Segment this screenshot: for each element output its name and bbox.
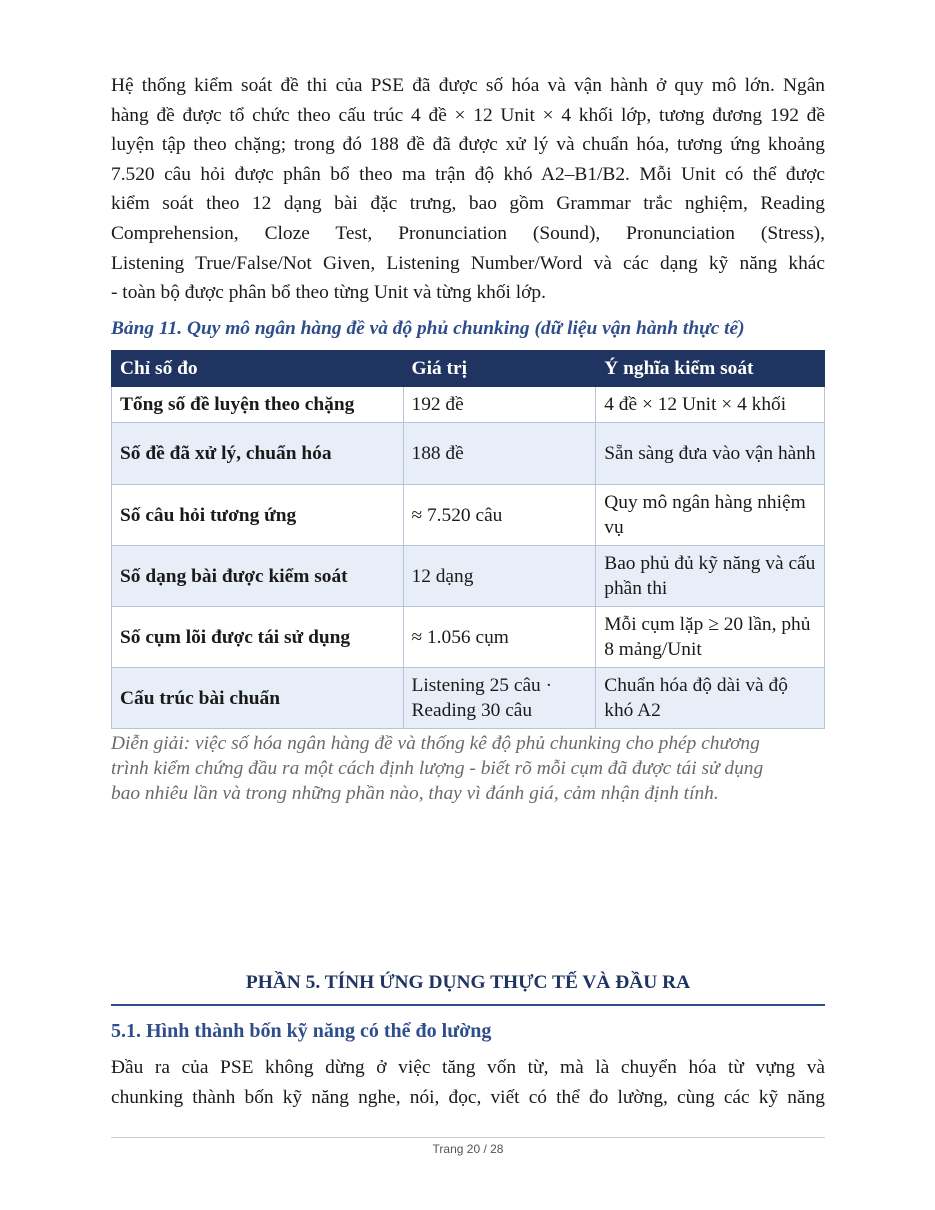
header-metric: Chỉ số đo <box>112 351 404 387</box>
cell-value: 192 đề <box>403 387 596 423</box>
outro-line: chunking thành bốn kỹ năng nghe, nói, đọc, viết có thể đo lường, cùng các kỹ năng <box>111 1086 825 1108</box>
cell-value: Listening 25 câu · Reading 30 câu <box>403 668 596 729</box>
table-row <box>112 668 825 729</box>
cell-meaning: Chuẩn hóa độ dài và độ khó A2 <box>596 668 825 729</box>
note-line: trình kiểm chứng đầu ra một cách định lượng - biết rõ mỗi cụm đã được tái sử dụng <box>111 758 764 779</box>
cell-value: ≈ 7.520 câu <box>403 485 596 546</box>
cell-meaning: 4 đề × 12 Unit × 4 khối <box>596 387 825 423</box>
note-line: Diễn giải: việc số hóa ngân hàng đề và thống kê độ phủ chunking cho phép chương <box>111 733 760 754</box>
cell-metric: Số câu hỏi tương ứng <box>112 485 404 546</box>
heading-divider <box>111 1004 825 1006</box>
table-row <box>112 423 825 485</box>
table-header-row <box>112 351 825 387</box>
cell-meaning: Bao phủ đủ kỹ năng và cấu phần thi <box>596 546 825 607</box>
table-note <box>111 731 825 806</box>
intro-line: hàng đề được tổ chức theo cấu trúc 4 đề × 12 Unit × 4 khối lớp, tương đương 192 đề <box>111 104 825 126</box>
table-row <box>112 546 825 607</box>
cell-value: 188 đề <box>403 423 596 485</box>
cell-meaning: Sẵn sàng đưa vào vận hành <box>596 423 825 485</box>
scale-table <box>111 350 825 729</box>
table-row <box>112 607 825 668</box>
cell-meaning: Quy mô ngân hàng nhiệm vụ <box>596 485 825 546</box>
cell-metric: Số đề đã xử lý, chuẩn hóa <box>112 423 404 485</box>
intro-line: Hệ thống kiểm soát đề thi của PSE đã được số hóa và vận hành ở quy mô lớn. Ngân <box>111 75 825 96</box>
cell-meaning: Mỗi cụm lặp ≥ 20 lần, phủ 8 mảng/Unit <box>596 607 825 668</box>
page-number: Trang 20 / 28 <box>432 1142 504 1156</box>
cell-value: 12 dạng <box>403 546 596 607</box>
header-meaning: Ý nghĩa kiểm soát <box>596 351 825 387</box>
section-heading: PHẦN 5. TÍNH ỨNG DỤNG THỰC TẾ VÀ ĐẦU RA <box>245 972 691 993</box>
intro-paragraph <box>111 71 825 308</box>
table-row <box>112 485 825 546</box>
cell-metric: Số cụm lõi được tái sử dụng <box>112 607 404 668</box>
table-row <box>112 387 825 423</box>
cell-value: ≈ 1.056 cụm <box>403 607 596 668</box>
intro-line: Comprehension, Cloze Test, Pronunciation (Sound), Pronunciation (Stress), <box>111 222 825 244</box>
intro-line: 7.520 câu hỏi được phân bổ theo ma trận độ khó A2–B1/B2. Mỗi Unit có thể được <box>111 163 825 185</box>
cell-metric: Số dạng bài được kiểm soát <box>112 546 404 607</box>
table-caption: Bảng 11. Quy mô ngân hàng đề và độ phủ chunking (dữ liệu vận hành thực tế) <box>111 318 745 339</box>
cell-metric: Tổng số đề luyện theo chặng <box>112 387 404 423</box>
note-line: bao nhiêu lần và trong những phần nào, thay vì đánh giá, cảm nhận định tính. <box>111 783 719 804</box>
intro-line: - toàn bộ được phân bổ theo từng Unit và từng khối lớp. <box>111 282 546 304</box>
intro-line: luyện tập theo chặng; trong đó 188 đề đã được xử lý và chuẩn hóa, tương ứng khoảng <box>111 134 825 156</box>
intro-line: Listening True/False/Not Given, Listening Number/Word và các dạng kỹ năng khác <box>111 252 825 274</box>
outro-paragraph <box>111 1053 825 1112</box>
footer-divider <box>111 1137 825 1138</box>
intro-line: kiểm soát theo 12 dạng bài đặc trưng, bao gồm Grammar trắc nghiệm, Reading <box>111 193 825 215</box>
outro-line: Đầu ra của PSE không dừng ở việc tăng vốn từ, mà là chuyển hóa từ vựng và <box>111 1057 825 1078</box>
header-value: Giá trị <box>403 351 596 387</box>
cell-metric: Cấu trúc bài chuẩn <box>112 668 404 729</box>
subsection-heading: 5.1. Hình thành bốn kỹ năng có thể đo lường <box>111 1020 492 1042</box>
